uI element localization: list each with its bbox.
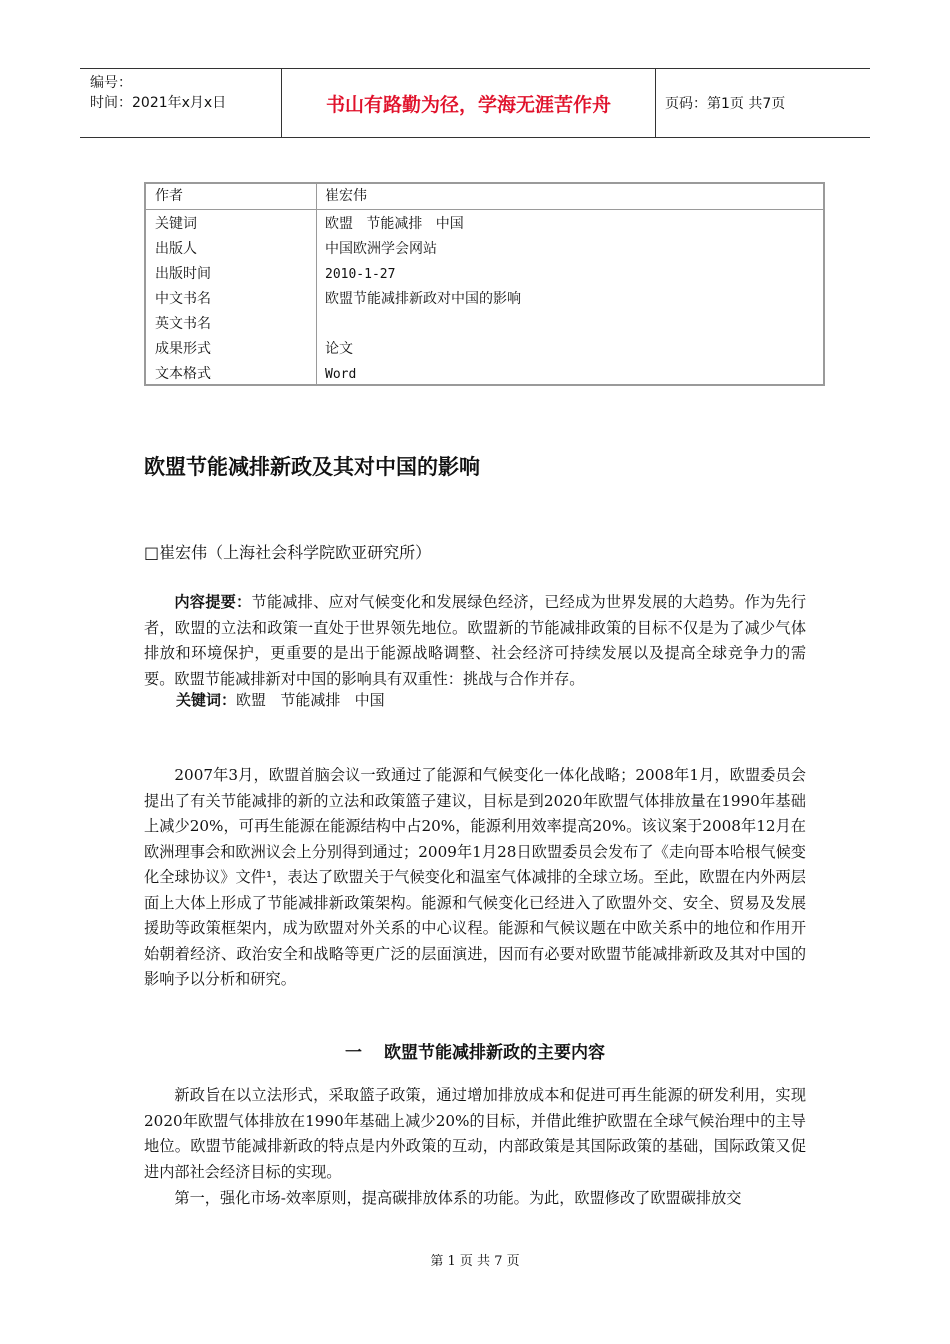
meta-row-cn-title [146,287,823,312]
page-footer: 第 1 页 共 7 页 [430,1254,520,1269]
meta-row-format [146,337,823,362]
meta-row-keywords [146,212,823,237]
meta-label: 中文书名 [155,291,211,307]
article-title: 欧盟节能减排新政及其对中国的影响 [144,455,480,479]
meta-label: 英文书名 [155,316,211,332]
keywords-label: 关键词： [176,691,237,709]
page-info: 页码：第1页 共7页 [665,96,786,112]
meta-row-en-title [146,312,823,337]
author-line: □崔宏伟（上海社会科学院欧亚研究所） [144,543,432,562]
meta-label: 作者 [155,188,183,204]
meta-value: 论文 [325,341,353,357]
keywords [176,688,385,713]
meta-row-text-format [146,362,823,387]
abstract-label: 内容提要： [174,593,252,611]
meta-label: 文本格式 [155,366,211,382]
meta-label: 出版时间 [155,266,211,282]
abstract [144,590,806,692]
metadata-table [144,182,825,386]
meta-value: Word [325,367,357,382]
section-number: 一 [345,1043,362,1063]
section-title: 欧盟节能减排新政的主要内容 [384,1043,605,1063]
meta-row-author [146,184,823,210]
first-point-paragraph: 第一，强化市场-效率原则，提高碳排放体系的功能。为此，欧盟修改了欧盟碳排放交 [174,1189,742,1207]
abstract-text: 节能减排、应对气候变化和发展绿色经济，已经成为世界发展的大趋势。作为先行者，欧盟的立法和政策一直处于世界领先地位。欧盟新的节能减排政策的目标不仅是为了减少气体排放和环境保护，更重要的是出于能源战略调整、社会经济可持续发展以及提高全球竞争力的需要。欧盟节能减排新对中国的影响具有双重性：挑战与合作并存。 [144,593,807,688]
meta-value: 崔宏伟 [325,188,367,204]
keywords-text: 欧盟 节能减排 中国 [236,691,385,709]
header-left [90,73,226,113]
motto: 书山有路勤为径，学海无涯苦作舟 [281,69,656,137]
meta-value: 欧盟 节能减排 中国 [325,216,464,232]
section-paragraph: 新政旨在以立法形式，采取篮子政策，通过增加排放成本和促进可再生能源的研发利用，实现2020年欧盟气体排放在1990年基础上减少20%的目标，并借此维护欧盟在全球气候治理中的主导地位。欧盟节能减排新政的特点是内外政策的互动，内部政策是其国际政策的基础，国际政策又促进内部社会经济目标的实现。 [144,1086,806,1181]
meta-value: 中国欧洲学会网站 [325,241,437,257]
intro-paragraph: 2007年3月，欧盟首脑会议一致通过了能源和气候变化一体化战略；2008年1月，欧盟委员会提出了有关节能减排的新的立法和政策篮子建议，目标是到2020年欧盟气体排放量在1990年基础上减少20%，可再生能源在能源结构中占20%，能源利用效率提高20%。该议案于2008年12月在欧洲理事会和欧洲议会上分别得到通过；2009年1月28日欧盟委员会发布了《走向哥本哈根气候变化全球协议》文件¹，表达了欧盟关于气候变化和温室气体减排的全球立场。至此，欧盟在内外两层面上大体上形成了节能减排新政策架构。能源和气候变化已经进入了欧盟外交、安全、贸易及发展援助等政策框架内，成为欧盟对外关系的中心议程。能源和气候议题在中欧关系中的地位和作用开始朝着经济、政治安全和战略等更广泛的层面演进，因而有必要对欧盟节能减排新政及其对中国的影响予以分析和研究。 [144,766,806,988]
time-label: 时间：2021年x月x日 [90,95,227,111]
meta-label: 成果形式 [155,341,211,357]
document-header [80,68,870,138]
number-label: 编号： [90,75,132,91]
section-heading [0,1038,950,1063]
meta-row-date [146,262,823,287]
meta-row-publisher [146,237,823,262]
meta-value: 2010-1-27 [325,267,396,282]
meta-label: 出版人 [155,241,197,257]
meta-label: 关键词 [155,216,197,232]
meta-value: 欧盟节能减排新政对中国的影响 [325,291,521,307]
